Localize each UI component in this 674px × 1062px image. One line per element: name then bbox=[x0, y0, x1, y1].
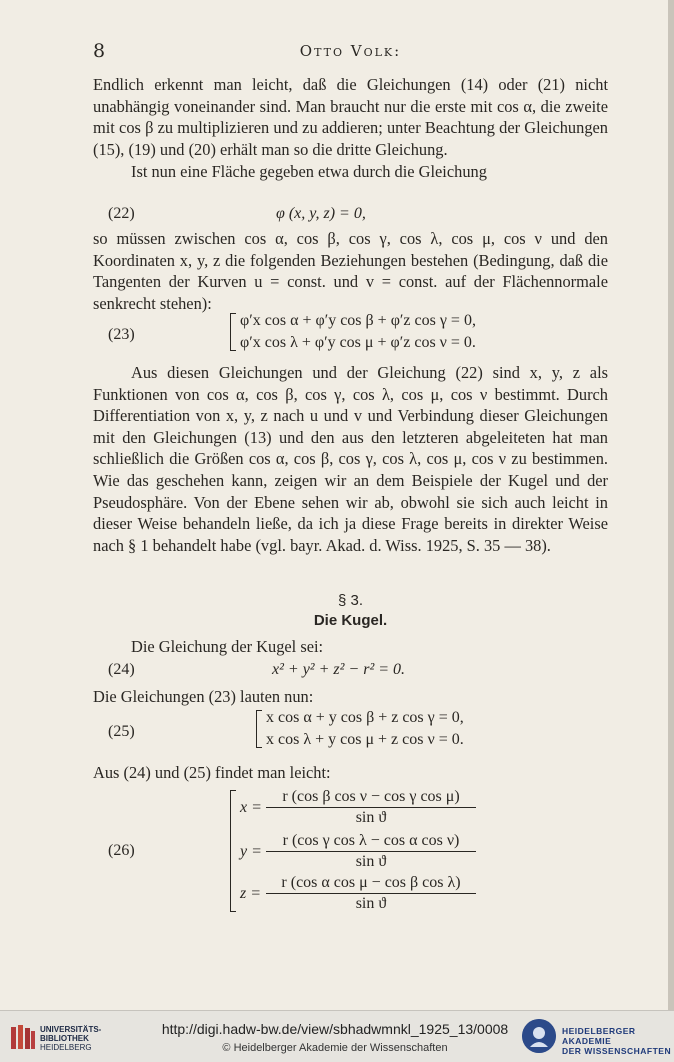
equation-23-number: (23) bbox=[108, 326, 135, 343]
paragraph-7: Aus (24) und (25) findet man leicht: bbox=[93, 763, 331, 782]
page-header bbox=[93, 40, 608, 64]
equation-26-number: (26) bbox=[108, 842, 135, 859]
equation-26-x-numerator: r (cos β cos ν − cos γ cos μ) bbox=[266, 788, 476, 808]
equation-26-y-denominator: sin ϑ bbox=[355, 853, 387, 870]
equation-26-y-fraction bbox=[266, 832, 476, 871]
running-head: Otto Volk: bbox=[299, 42, 402, 60]
section-title: Die Kugel. bbox=[313, 612, 388, 629]
equation-24-number: (24) bbox=[108, 661, 135, 678]
paragraph-4: Aus diesen Gleichungen und der Gleichung (22) sind x, y, z als Funktionen von cos α, cos β, cos γ, cos λ, cos μ, cos ν bestimmt. Durch Differentiation von x, y, z nach u und v und Verbindung dieser Gleichungen mit den Gleichungen (13) und den aus den letzteren abgeleiteten hat man schließlich die Größen cos α, cos β, cos γ, cos λ, cos μ, cos ν zu bestimmen. Wie das geschehen kann, zeigen wir an dem Beispiele der Kugel und der Pseudosphäre. Von der Ebene sehen wir ab, obwohl sie sich auch leicht in dieser Weise behandeln ließe, da ich ja diese Frage bereits in direkter Weise nach § 1 behandelt habe (vgl. bayr. Akad. d. Wiss. 1925, S. 35 — 38). bbox=[93, 363, 608, 555]
equation-25-number: (25) bbox=[108, 723, 135, 740]
equation-26-z-lhs: z = bbox=[240, 885, 262, 902]
paragraph-6: Die Gleichungen (23) lauten nun: bbox=[93, 687, 314, 706]
paragraph-3: so müssen zwischen cos α, cos β, cos γ, cos λ, cos μ, cos ν und den Koordinaten x, y, z die folgenden Beziehungen bestehen (Bedingung, daß die Tangenten der Kurven u = const. und v = const. auf der Flächennormale senkrecht stehen): bbox=[93, 229, 608, 313]
equation-23-line-1: φ′x cos α + φ′y cos β + φ′z cos γ = 0, bbox=[240, 312, 476, 329]
section-number: § 3. bbox=[337, 592, 364, 609]
equation-22-number: (22) bbox=[108, 205, 135, 222]
paragraph-2: Ist nun eine Fläche gegeben etwa durch die Gleichung bbox=[131, 162, 487, 181]
equation-26-z-denominator: sin ϑ bbox=[355, 895, 387, 912]
copyright-notice: © Heidelberger Akademie der Wissenschaften bbox=[222, 1042, 448, 1054]
equation-26-x-denominator: sin ϑ bbox=[355, 809, 387, 826]
university-library-name: UNIVERSITÄTS- BIBLIOTHEK HEIDELBERG bbox=[40, 1025, 102, 1052]
paragraph-1: Endlich erkennt man leicht, daß die Gleichungen (14) oder (21) nicht unabhängig voneinander sind. Man braucht nur die erste mit cos α, die zweite mit cos β zu multiplizieren und zu addieren; unter Beachtung der Gleichungen (15), (19) und (20) erhält man so die dritte Gleichung. bbox=[93, 75, 608, 159]
equation-23-line-2: φ′x cos λ + φ′y cos μ + φ′z cos ν = 0. bbox=[240, 334, 476, 351]
academy-logo-icon bbox=[522, 1019, 556, 1053]
brace-25 bbox=[256, 710, 262, 748]
permalink-url[interactable]: http://digi.hadw-bw.de/view/sbhadwmnkl_1925_13/0008 bbox=[161, 1021, 509, 1037]
university-library-logo-icon bbox=[10, 1023, 36, 1051]
equation-26-x-fraction bbox=[266, 788, 476, 827]
paragraph-5: Die Gleichung der Kugel sei: bbox=[131, 637, 324, 656]
page-number: 8 bbox=[93, 40, 106, 62]
equation-22: φ (x, y, z) = 0, bbox=[276, 205, 366, 222]
equation-25-line-1: x cos α + y cos β + z cos γ = 0, bbox=[266, 709, 464, 726]
equation-26-z-fraction bbox=[266, 874, 476, 913]
equation-26-y-lhs: y = bbox=[240, 843, 262, 860]
brace-23 bbox=[230, 313, 236, 351]
equation-26-z-numerator: r (cos α cos μ − cos β cos λ) bbox=[266, 874, 476, 894]
equation-26-y-numerator: r (cos γ cos λ − cos α cos ν) bbox=[266, 832, 476, 852]
equation-25-line-2: x cos λ + y cos μ + z cos ν = 0. bbox=[266, 731, 464, 748]
academy-name: HEIDELBERGER AKADEMIE DER WISSENSCHAFTEN bbox=[562, 1026, 672, 1056]
equation-24: x² + y² + z² − r² = 0. bbox=[272, 661, 406, 678]
brace-26 bbox=[230, 790, 236, 912]
viewer-footer bbox=[0, 1010, 674, 1062]
equation-26-x-lhs: x = bbox=[240, 799, 262, 816]
